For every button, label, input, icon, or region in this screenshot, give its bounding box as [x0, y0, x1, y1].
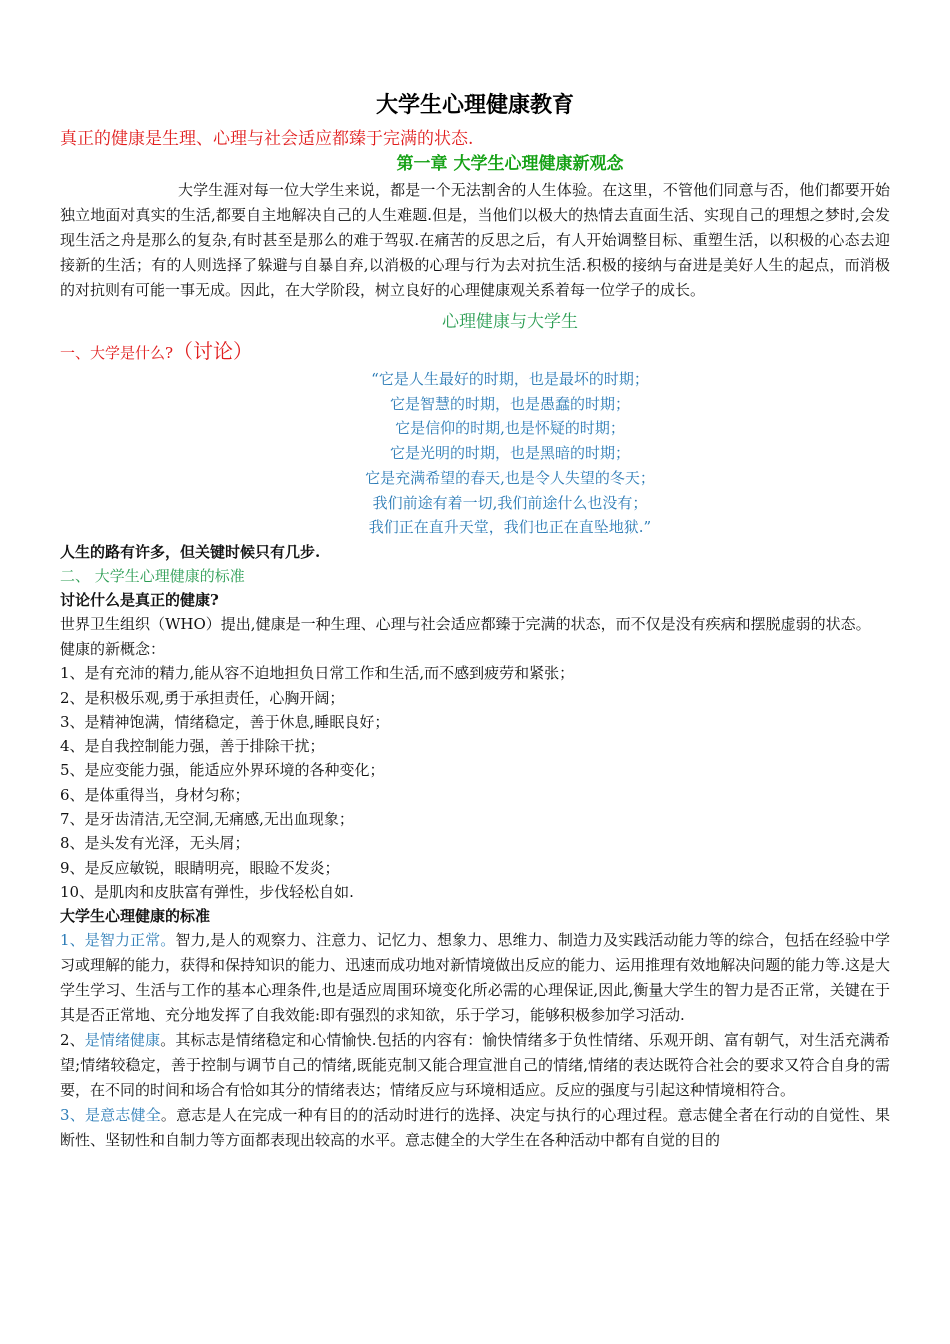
question-one-text: 一、大学是什么?	[60, 344, 174, 362]
list-item: 9、是反应敏锐，眼睛明亮，眼睑不发炎；	[60, 858, 340, 877]
health-list	[60, 661, 890, 904]
intro-paragraph: 大学生涯对每一位大学生来说，都是一个无法割舍的人生体验。在这里，不管他们同意与否，他们都要开始独立地面对真实的生活,都要自主地解决自己的人生难题.但是，当他们以极大的热情去直面生活、实现自己的理想之梦时,会发现生活之舟是那么的复杂,有时甚至是那么的难于驾驭.在痛苦的反思之后，有人开始调整目标、重塑生活，以积极的心态去迎接新的生活；有的人则选择了躲避与自暴自弃,以消极的心理与行为去对抗生活.积极的接纳与奋进是美好人生的起点，而消极的对抗则有可能一事无成。因此，在大学阶段，树立良好的心理健康观关系着每一位学子的成长。	[60, 181, 890, 299]
standard-number: 3、	[60, 1106, 85, 1125]
list-item: 3、是精神饱满，情绪稳定，善于休息,睡眠良好；	[60, 712, 390, 731]
document-title: 大学生心理健康教育	[375, 92, 574, 118]
standard-label: 是意志健全	[84, 1106, 161, 1125]
list-item: 6、是体重得当，身材匀称；	[60, 785, 250, 804]
list-item: 4、是自我控制能力强，善于排除干扰；	[60, 737, 325, 756]
standards-heading: 大学生心理健康的标准	[60, 907, 211, 926]
standard-text: 智力,是人的观察力、注意力、记忆力、想象力、思维力、制造力及实践活动能力等的综合，包括在经验中学习或理解的能力，获得和保持知识的能力、迅速而成功地对新情境做出反应的能力、运用推理有效地解决问题的能力等.这是大学生学习、生活与工作的基本心理条件,也是适应周围环境变化所必需的心理保证,因此,衡量大学生的智力是否正常，关键在于其是否正常地、充分地发挥了自我效能:即有强烈的求知欲，乐于学习，能够积极参加学习活动.	[60, 931, 890, 1025]
standard-paragraph	[60, 1028, 890, 1103]
question-two-heading: 二、 大学生心理健康的标准	[60, 566, 245, 585]
poem-line: 我们正在直升天堂，我们也正在直坠地狱.”	[368, 518, 652, 537]
new-concept-label: 健康的新概念：	[60, 639, 166, 658]
discussion-heading: 讨论什么是真正的健康?	[60, 590, 219, 609]
standard-label: 是智力正常。	[84, 931, 176, 950]
who-paragraph: 世界卫生组织（WHO）提出,健康是一种生理、心理与社会适应都臻于完满的状态，而不仅是没有疾病和摆脱虚弱的状态。	[60, 614, 871, 633]
poem-line: 它是信仰的时期,也是怀疑的时期；	[395, 419, 625, 438]
standard-text: 。其标志是情绪稳定和心情愉快.包括的内容有：愉快情绪多于负性情绪、乐观开朗、富有朝气，对生活充满希望;情绪较稳定，善于控制与调节自己的情绪,既能克制又能合理宣泄自己的情绪,情绪的表达既符合社会的要求又符合自身的需要，在不同的时间和场合有恰如其分的情绪表达；情绪反应与环境相适应。反应的强度与引起这种情境相符合。	[60, 1031, 890, 1100]
standard-number: 2、	[60, 1031, 85, 1050]
list-item: 7、是牙齿清洁,无空洞,无痛感,无出血现象；	[60, 810, 354, 828]
discussion-tag: （讨论）	[173, 339, 254, 363]
standard-label: 是情绪健康	[84, 1031, 161, 1050]
list-item: 5、是应变能力强，能适应外界环境的各种变化；	[60, 761, 385, 780]
list-item: 1、是有充沛的精力,能从容不迫地担负日常工作和生活,而不感到疲劳和紧张；	[60, 664, 575, 683]
poem-line: 它是智慧的时期，也是愚蠢的时期；	[389, 394, 630, 413]
life-line: 人生的路有许多，但关键时候只有几步.	[60, 542, 321, 561]
list-item: 2、是积极乐观,勇于承担责任，心胸开阔；	[60, 688, 345, 707]
poem-line: “它是人生最好的时期，也是最坏的时期；	[371, 370, 649, 388]
poem-block	[60, 367, 890, 540]
standard-text: 。意志是人在完成一种有目的的活动时进行的选择、决定与执行的心理过程。意志健全者在行动的自觉性、果断性、坚韧性和自制力等方面都表现出较高的水平。意志健全的大学生在各种活动中都有自觉的目的	[60, 1106, 890, 1150]
section-title: 心理健康与大学生	[442, 312, 578, 332]
standard-paragraph	[60, 1103, 890, 1153]
poem-line: 它是充满希望的春天,也是令人失望的冬天；	[365, 468, 655, 487]
standard-number: 1、	[60, 931, 85, 950]
chapter-heading: 第一章 大学生心理健康新观念	[396, 154, 624, 174]
question-one-heading	[60, 337, 890, 367]
list-item: 10、是肌肉和皮肤富有弹性，步伐轻松自如.	[60, 882, 354, 901]
poem-line: 它是光明的时期，也是黑暗的时期；	[389, 444, 630, 463]
poem-line: 我们前途有着一切,我们前途什么也没有；	[372, 493, 648, 512]
lead-statement: 真正的健康是生理、心理与社会适应都臻于完满的状态.	[60, 129, 474, 149]
standard-paragraph	[60, 928, 890, 1028]
list-item: 8、是头发有光泽，无头屑；	[60, 834, 250, 853]
